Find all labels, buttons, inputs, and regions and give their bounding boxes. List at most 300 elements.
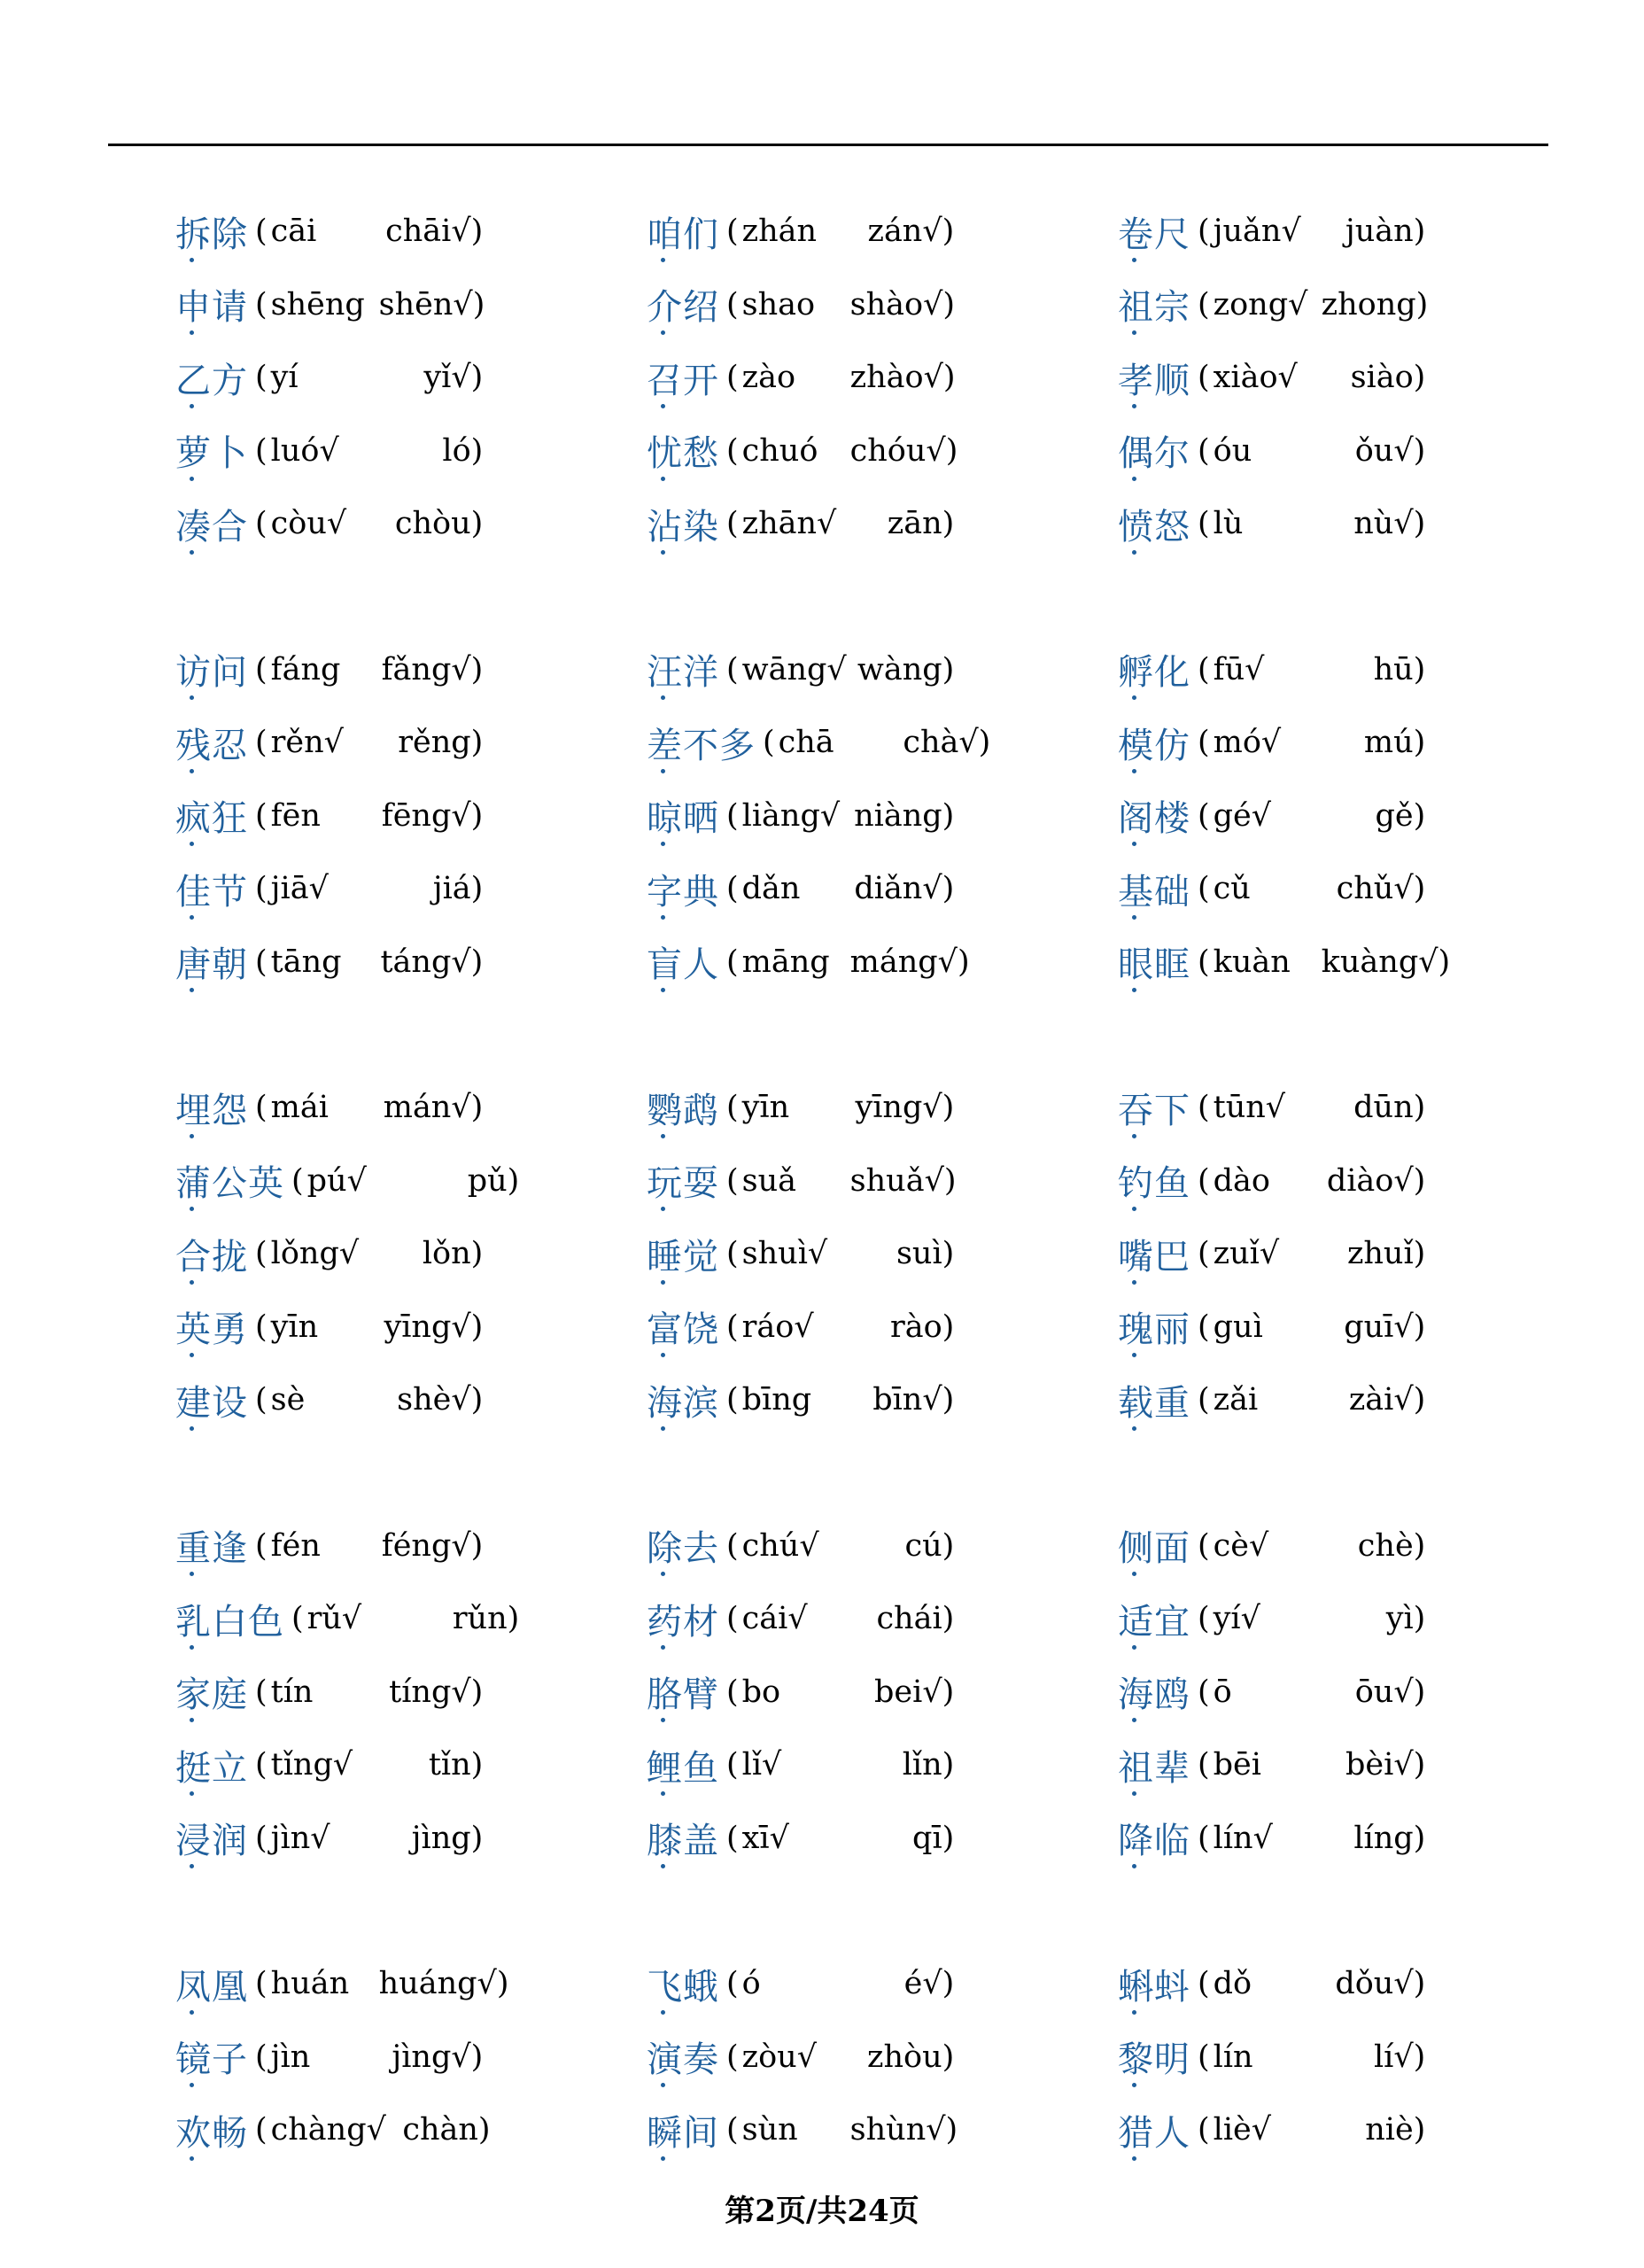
word-group bbox=[175, 195, 1469, 561]
pinyin-option-1: gé√ bbox=[1213, 797, 1272, 834]
pinyin-option-1: kuàn bbox=[1213, 944, 1291, 980]
close-paren: ) bbox=[942, 1527, 955, 1564]
word-entry bbox=[1118, 1217, 1469, 1291]
word-entry bbox=[175, 1363, 647, 1437]
word-entry bbox=[1118, 487, 1469, 561]
word-text: 胳臂 bbox=[647, 1666, 719, 1717]
word-entry bbox=[175, 633, 647, 707]
close-paren: ) bbox=[1413, 1747, 1426, 1783]
pinyin-option-2: suì bbox=[896, 1236, 942, 1272]
close-paren: ) bbox=[1413, 1674, 1426, 1710]
word-text: 演奏 bbox=[647, 2031, 719, 2082]
word-text: 召开 bbox=[647, 353, 719, 403]
pinyin-option-2: dūn bbox=[1353, 1090, 1414, 1126]
word-entry bbox=[175, 1510, 647, 1583]
open-paren: ( bbox=[1198, 1236, 1210, 1272]
close-paren: ) bbox=[1413, 1090, 1426, 1126]
word-entry bbox=[1118, 268, 1469, 342]
word-entry bbox=[175, 195, 647, 268]
pinyin-option-2: siào bbox=[1350, 360, 1414, 396]
close-paren: ) bbox=[1413, 1601, 1426, 1637]
word-text: 字典 bbox=[647, 864, 719, 914]
pinyin-option-1: fén bbox=[270, 1527, 321, 1564]
pinyin-option-2: niè bbox=[1365, 2112, 1414, 2148]
open-paren: ( bbox=[1198, 1162, 1210, 1199]
pinyin-option-2: rěng bbox=[398, 725, 471, 761]
pinyin-option-1: rěn√ bbox=[270, 725, 344, 761]
open-paren: ( bbox=[1198, 1674, 1210, 1710]
close-paren: ) bbox=[1415, 286, 1429, 322]
close-paren: ) bbox=[1413, 214, 1426, 250]
close-paren: ) bbox=[945, 432, 958, 469]
close-paren: ) bbox=[942, 1236, 955, 1272]
word-entry bbox=[647, 1728, 1118, 1802]
close-paren: ) bbox=[477, 2112, 491, 2148]
word-text: 鹦鹉 bbox=[647, 1083, 719, 1133]
close-paren: ) bbox=[470, 432, 484, 469]
pinyin-option-1: shēng bbox=[270, 286, 365, 322]
word-entry bbox=[1118, 706, 1469, 780]
open-paren: ( bbox=[255, 1820, 268, 1856]
word-text: 阁楼 bbox=[1118, 790, 1190, 841]
pinyin-option-1: tāng bbox=[270, 944, 342, 980]
open-paren: ( bbox=[1198, 797, 1210, 834]
word-entry bbox=[1118, 780, 1469, 853]
word-entry bbox=[1118, 1510, 1469, 1583]
close-paren: ) bbox=[942, 506, 955, 542]
open-paren: ( bbox=[726, 432, 739, 469]
pinyin-option-1: wāng√ bbox=[741, 651, 847, 687]
word-entry bbox=[1118, 2093, 1469, 2167]
close-paren: ) bbox=[470, 360, 484, 396]
pinyin-option-2: chàn bbox=[402, 2112, 478, 2148]
open-paren: ( bbox=[1198, 944, 1210, 980]
open-paren: ( bbox=[726, 944, 739, 980]
word-entry bbox=[647, 341, 1118, 415]
pinyin-option-1: ó bbox=[741, 1966, 761, 2002]
pinyin-option-1: sè bbox=[270, 1382, 306, 1418]
open-paren: ( bbox=[1198, 506, 1210, 542]
word-text: 沾染 bbox=[647, 499, 719, 549]
word-text: 偶尔 bbox=[1118, 425, 1190, 476]
pinyin-option-1: còu√ bbox=[270, 506, 347, 542]
open-paren: ( bbox=[255, 1090, 268, 1126]
close-paren: ) bbox=[942, 214, 955, 250]
pinyin-option-1: zào bbox=[741, 360, 796, 396]
pinyin-option-2: zhào√ bbox=[849, 360, 943, 396]
open-paren: ( bbox=[255, 1747, 268, 1783]
open-paren: ( bbox=[1198, 725, 1210, 761]
word-entry bbox=[1118, 633, 1469, 707]
close-paren: ) bbox=[1413, 1236, 1426, 1272]
open-paren: ( bbox=[291, 1601, 304, 1637]
word-group bbox=[175, 633, 1469, 999]
pinyin-option-2: qī bbox=[912, 1820, 942, 1856]
word-entry bbox=[175, 1947, 647, 2021]
close-paren: ) bbox=[1413, 1820, 1426, 1856]
word-entry bbox=[647, 1802, 1118, 1876]
pinyin-option-2: juàn bbox=[1345, 214, 1414, 250]
open-paren: ( bbox=[291, 1162, 304, 1199]
word-text: 祖宗 bbox=[1118, 279, 1190, 330]
word-text: 申请 bbox=[175, 279, 248, 330]
pinyin-option-1: luó√ bbox=[270, 432, 339, 469]
pinyin-option-1: sùn bbox=[741, 2112, 798, 2148]
word-entry bbox=[175, 1656, 647, 1729]
word-entry bbox=[647, 633, 1118, 707]
open-paren: ( bbox=[255, 506, 268, 542]
pinyin-option-2: tíng√ bbox=[389, 1674, 471, 1710]
pinyin-option-1: jìn√ bbox=[270, 1820, 330, 1856]
word-entry bbox=[175, 2093, 647, 2167]
word-entry bbox=[1118, 852, 1469, 926]
word-text: 瞬间 bbox=[647, 2105, 719, 2155]
word-text: 鲤鱼 bbox=[647, 1740, 719, 1790]
close-paren: ) bbox=[942, 1601, 955, 1637]
open-paren: ( bbox=[255, 360, 268, 396]
close-paren: ) bbox=[1413, 2039, 1426, 2075]
word-text: 眼眶 bbox=[1118, 936, 1190, 987]
word-text: 访问 bbox=[175, 644, 248, 695]
pinyin-option-1: ráo√ bbox=[741, 1309, 814, 1345]
word-text: 黎明 bbox=[1118, 2031, 1190, 2082]
pinyin-option-2: zhòu bbox=[867, 2039, 942, 2075]
open-paren: ( bbox=[726, 1527, 739, 1564]
pinyin-option-2: zhuǐ bbox=[1346, 1236, 1414, 1272]
pinyin-option-1: óu bbox=[1213, 432, 1252, 469]
word-text: 海滨 bbox=[647, 1375, 719, 1425]
word-entry bbox=[1118, 1291, 1469, 1364]
pinyin-option-1: yīn bbox=[270, 1309, 319, 1345]
word-entry bbox=[175, 852, 647, 926]
pinyin-option-2: lí√ bbox=[1373, 2039, 1414, 2075]
word-text: 佳节 bbox=[175, 864, 248, 914]
close-paren: ) bbox=[1413, 725, 1426, 761]
word-text: 基础 bbox=[1118, 864, 1190, 914]
word-entry bbox=[647, 706, 1118, 780]
pinyin-option-2: niàng bbox=[854, 797, 942, 834]
close-paren: ) bbox=[942, 360, 956, 396]
word-text: 残忍 bbox=[175, 718, 248, 768]
pinyin-option-1: yí bbox=[270, 360, 299, 396]
close-paren: ) bbox=[470, 1527, 484, 1564]
open-paren: ( bbox=[1198, 871, 1210, 907]
pinyin-option-1: zòu√ bbox=[741, 2039, 818, 2075]
pinyin-option-2: chái bbox=[876, 1601, 942, 1637]
word-text: 猎人 bbox=[1118, 2105, 1190, 2155]
pinyin-option-2: chà√ bbox=[903, 725, 979, 761]
word-text: 咱们 bbox=[647, 206, 719, 257]
word-entry bbox=[175, 1217, 647, 1291]
open-paren: ( bbox=[1198, 651, 1210, 687]
open-paren: ( bbox=[255, 797, 268, 834]
pinyin-option-1: bēi bbox=[1213, 1747, 1261, 1783]
word-entry bbox=[1118, 1728, 1469, 1802]
pinyin-option-2: ló bbox=[442, 432, 471, 469]
open-paren: ( bbox=[1198, 1601, 1210, 1637]
pinyin-option-1: suǎ bbox=[741, 1162, 797, 1199]
open-paren: ( bbox=[1198, 1382, 1210, 1418]
open-paren: ( bbox=[726, 506, 739, 542]
pinyin-option-1: zhān√ bbox=[741, 506, 837, 542]
word-entry bbox=[1118, 415, 1469, 488]
word-entry bbox=[175, 926, 647, 999]
close-paren: ) bbox=[507, 1601, 520, 1637]
word-entry bbox=[1118, 1363, 1469, 1437]
word-text: 孵化 bbox=[1118, 644, 1190, 695]
close-paren: ) bbox=[1413, 1966, 1426, 2002]
close-paren: ) bbox=[470, 1820, 484, 1856]
word-text: 唐朝 bbox=[175, 936, 248, 987]
close-paren: ) bbox=[1438, 944, 1451, 980]
word-text: 建设 bbox=[175, 1375, 248, 1425]
word-text: 蝌蚪 bbox=[1118, 1959, 1190, 2009]
word-group bbox=[175, 1510, 1469, 1876]
top-rule bbox=[108, 144, 1548, 146]
pinyin-option-2: líng bbox=[1353, 1820, 1414, 1856]
close-paren: ) bbox=[1413, 1309, 1426, 1345]
open-paren: ( bbox=[1198, 1820, 1210, 1856]
close-paren: ) bbox=[942, 871, 955, 907]
word-entry bbox=[175, 1145, 647, 1218]
close-paren: ) bbox=[470, 1090, 484, 1126]
pinyin-option-1: pú√ bbox=[306, 1162, 367, 1199]
pinyin-option-1: fēn bbox=[270, 797, 321, 834]
word-text: 盲人 bbox=[647, 936, 719, 987]
open-paren: ( bbox=[255, 725, 268, 761]
word-text: 睡觉 bbox=[647, 1229, 719, 1279]
word-entry bbox=[175, 1291, 647, 1364]
close-paren: ) bbox=[957, 944, 970, 980]
close-paren: ) bbox=[470, 1674, 484, 1710]
pinyin-option-1: jiā√ bbox=[270, 871, 329, 907]
pinyin-option-1: jìn bbox=[270, 2039, 311, 2075]
close-paren: ) bbox=[942, 1747, 955, 1783]
close-paren: ) bbox=[942, 2039, 955, 2075]
word-text: 孝顺 bbox=[1118, 353, 1190, 403]
word-text: 萝卜 bbox=[175, 425, 248, 476]
pinyin-option-1: chuó bbox=[741, 432, 818, 469]
pinyin-option-1: cǔ bbox=[1213, 871, 1251, 907]
open-paren: ( bbox=[1198, 1966, 1210, 2002]
close-paren: ) bbox=[978, 725, 991, 761]
pinyin-option-2: é√ bbox=[903, 1966, 942, 2002]
pinyin-option-2: jiá bbox=[432, 871, 471, 907]
close-paren: ) bbox=[942, 1382, 955, 1418]
open-paren: ( bbox=[726, 2039, 739, 2075]
word-entry bbox=[1118, 1071, 1469, 1145]
open-paren: ( bbox=[726, 1747, 739, 1783]
close-paren: ) bbox=[942, 651, 955, 687]
close-paren: ) bbox=[1413, 432, 1426, 469]
close-paren: ) bbox=[942, 1090, 955, 1126]
open-paren: ( bbox=[255, 2112, 268, 2148]
close-paren: ) bbox=[942, 1674, 955, 1710]
pinyin-option-2: féng√ bbox=[381, 1527, 471, 1564]
word-entry bbox=[647, 2093, 1118, 2167]
word-entry bbox=[647, 487, 1118, 561]
close-paren: ) bbox=[1413, 506, 1426, 542]
word-entry bbox=[1118, 2021, 1469, 2094]
word-entry bbox=[1118, 341, 1469, 415]
close-paren: ) bbox=[1413, 1162, 1426, 1199]
word-entry bbox=[647, 1947, 1118, 2021]
open-paren: ( bbox=[1198, 1747, 1210, 1783]
word-text: 埋怨 bbox=[175, 1083, 248, 1133]
pinyin-option-1: chú√ bbox=[741, 1527, 819, 1564]
pinyin-option-2: ōu√ bbox=[1354, 1674, 1414, 1710]
pinyin-option-1: fáng bbox=[270, 651, 341, 687]
word-text: 膝盖 bbox=[647, 1813, 719, 1863]
word-text: 欢畅 bbox=[175, 2105, 248, 2155]
pinyin-option-1: lín bbox=[1213, 2039, 1253, 2075]
word-text: 晾晒 bbox=[647, 790, 719, 841]
word-text: 降临 bbox=[1118, 1813, 1190, 1863]
close-paren: ) bbox=[472, 286, 485, 322]
pinyin-option-2: zhong bbox=[1321, 286, 1416, 322]
word-text: 英勇 bbox=[175, 1301, 248, 1352]
pinyin-option-2: lǐn bbox=[902, 1747, 942, 1783]
open-paren: ( bbox=[763, 725, 775, 761]
pinyin-option-2: guī√ bbox=[1344, 1309, 1414, 1345]
pinyin-option-2: shuǎ√ bbox=[849, 1162, 944, 1199]
word-entry bbox=[647, 1071, 1118, 1145]
open-paren: ( bbox=[255, 1527, 268, 1564]
pinyin-option-2: shēn√ bbox=[378, 286, 473, 322]
word-text: 合拢 bbox=[175, 1229, 248, 1279]
pinyin-option-1: lǒng√ bbox=[270, 1236, 360, 1272]
close-paren: ) bbox=[1413, 360, 1426, 396]
open-paren: ( bbox=[255, 1674, 268, 1710]
pinyin-option-1: bo bbox=[741, 1674, 781, 1710]
close-paren: ) bbox=[1413, 651, 1426, 687]
word-entry bbox=[1118, 926, 1469, 999]
word-text: 吞下 bbox=[1118, 1083, 1190, 1133]
open-paren: ( bbox=[255, 432, 268, 469]
pinyin-option-1: rǔ√ bbox=[306, 1601, 362, 1637]
open-paren: ( bbox=[1198, 286, 1210, 322]
pinyin-option-2: yì bbox=[1385, 1601, 1414, 1637]
pinyin-option-1: ō bbox=[1213, 1674, 1232, 1710]
open-paren: ( bbox=[255, 214, 268, 250]
close-paren: ) bbox=[1413, 871, 1426, 907]
open-paren: ( bbox=[1198, 1309, 1210, 1345]
pinyin-option-2: bīn√ bbox=[872, 1382, 942, 1418]
word-text: 药材 bbox=[647, 1594, 719, 1644]
pinyin-option-1: tūn√ bbox=[1213, 1090, 1286, 1126]
pinyin-option-1: guì bbox=[1213, 1309, 1263, 1345]
open-paren: ( bbox=[726, 797, 739, 834]
word-entry bbox=[175, 268, 647, 342]
word-text: 重逢 bbox=[175, 1520, 248, 1571]
close-paren: ) bbox=[507, 1162, 520, 1199]
pinyin-option-1: dǎn bbox=[741, 871, 801, 907]
close-paren: ) bbox=[942, 1309, 955, 1345]
open-paren: ( bbox=[255, 1966, 268, 2002]
pinyin-option-2: cú bbox=[904, 1527, 942, 1564]
pinyin-option-2: fǎng√ bbox=[381, 651, 471, 687]
word-entry bbox=[647, 195, 1118, 268]
pinyin-option-2: zài√ bbox=[1348, 1382, 1414, 1418]
open-paren: ( bbox=[1198, 360, 1210, 396]
word-entry bbox=[175, 1728, 647, 1802]
word-text: 凑合 bbox=[175, 499, 248, 549]
word-entry bbox=[647, 1510, 1118, 1583]
word-entry bbox=[647, 415, 1118, 488]
pinyin-option-2: zán√ bbox=[867, 214, 942, 250]
word-entry bbox=[175, 1071, 647, 1145]
close-paren: ) bbox=[470, 1747, 484, 1783]
word-entry bbox=[175, 415, 647, 488]
word-entry bbox=[175, 2021, 647, 2094]
pinyin-option-1: cāi bbox=[270, 214, 317, 250]
pinyin-option-1: lǐ√ bbox=[741, 1747, 782, 1783]
pinyin-option-1: chā bbox=[778, 725, 834, 761]
open-paren: ( bbox=[726, 1601, 739, 1637]
open-paren: ( bbox=[1198, 432, 1210, 469]
pinyin-exercise-grid bbox=[175, 195, 1469, 2240]
word-entry bbox=[175, 706, 647, 780]
close-paren: ) bbox=[470, 1309, 484, 1345]
pinyin-option-1: mái bbox=[270, 1090, 329, 1126]
word-entry bbox=[647, 1291, 1118, 1364]
pinyin-option-2: shè√ bbox=[397, 1382, 471, 1418]
open-paren: ( bbox=[726, 1674, 739, 1710]
pinyin-option-1: bīng bbox=[741, 1382, 812, 1418]
word-text: 富饶 bbox=[647, 1301, 719, 1352]
word-entry bbox=[647, 1582, 1118, 1656]
pinyin-option-1: dào bbox=[1213, 1162, 1270, 1199]
word-text: 海鸥 bbox=[1118, 1666, 1190, 1717]
word-text: 家庭 bbox=[175, 1666, 248, 1717]
pinyin-option-2: tǐn bbox=[428, 1747, 471, 1783]
word-group bbox=[175, 1947, 1469, 2167]
word-entry bbox=[1118, 1582, 1469, 1656]
pinyin-option-2: chǔ√ bbox=[1336, 871, 1414, 907]
word-entry bbox=[647, 780, 1118, 853]
pinyin-option-2: yīng√ bbox=[384, 1309, 471, 1345]
word-text: 愤怒 bbox=[1118, 499, 1190, 549]
open-paren: ( bbox=[255, 944, 268, 980]
pinyin-option-2: táng√ bbox=[380, 944, 471, 980]
pinyin-option-2: rào bbox=[889, 1309, 942, 1345]
open-paren: ( bbox=[726, 1820, 739, 1856]
pinyin-option-2: shùn√ bbox=[849, 2112, 946, 2148]
open-paren: ( bbox=[1198, 1527, 1210, 1564]
open-paren: ( bbox=[726, 1382, 739, 1418]
word-text: 凤凰 bbox=[175, 1959, 248, 2009]
close-paren: ) bbox=[942, 1820, 955, 1856]
pinyin-option-1: mó√ bbox=[1213, 725, 1282, 761]
pinyin-option-1: yí√ bbox=[1213, 1601, 1260, 1637]
word-text: 乙方 bbox=[175, 353, 248, 403]
pinyin-option-2: yǐ√ bbox=[423, 360, 471, 396]
pinyin-option-1: juǎn√ bbox=[1213, 214, 1301, 250]
close-paren: ) bbox=[470, 1382, 484, 1418]
close-paren: ) bbox=[470, 651, 484, 687]
close-paren: ) bbox=[470, 797, 484, 834]
pinyin-option-2: kuàng√ bbox=[1321, 944, 1438, 980]
close-paren: ) bbox=[1413, 2112, 1426, 2148]
open-paren: ( bbox=[255, 2039, 268, 2075]
close-paren: ) bbox=[942, 286, 956, 322]
pinyin-option-2: bei√ bbox=[874, 1674, 942, 1710]
pinyin-option-2: zān bbox=[887, 506, 942, 542]
pinyin-option-1: tín bbox=[270, 1674, 314, 1710]
open-paren: ( bbox=[726, 2112, 739, 2148]
open-paren: ( bbox=[1198, 214, 1210, 250]
pinyin-option-1: tǐng√ bbox=[270, 1747, 353, 1783]
